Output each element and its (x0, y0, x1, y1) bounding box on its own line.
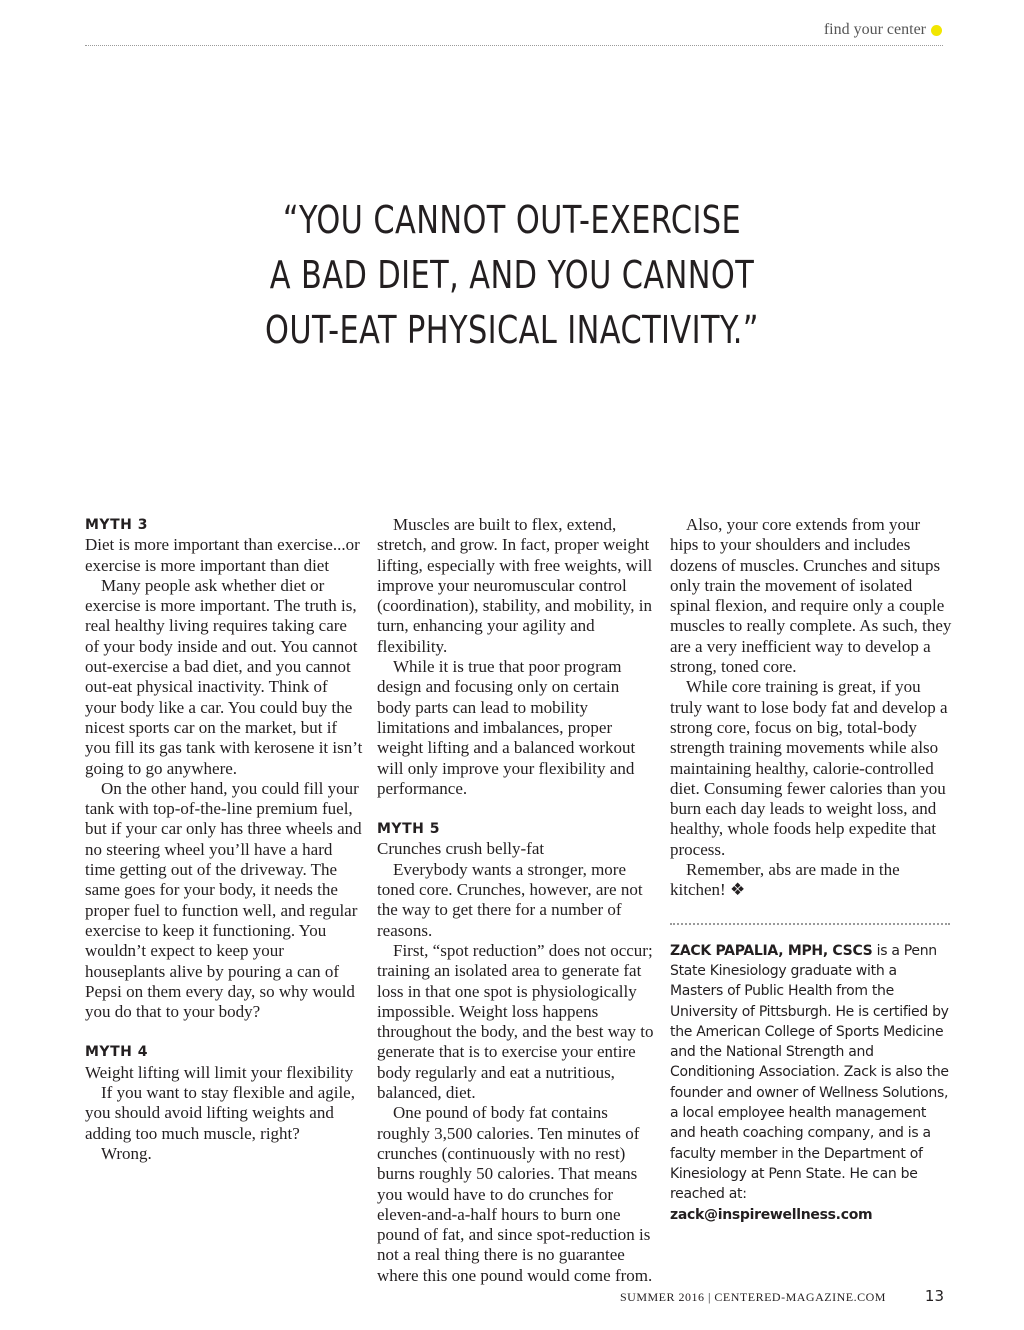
body-paragraph: One pound of body fat contains roughly 3,500 calories. Ten minutes of crunches (continuously with no rest) burns roughly 50 calories. That means you would have to do crunches for eleven-and-a-half hours to burn one pound of fat, and since spot-reduction is not a real thing there is no guarantee where this one pound would come from. (377, 1103, 653, 1285)
body-paragraph: Remember, abs are made in the kitchen! ❖ (670, 860, 900, 900)
body-paragraph: If you want to stay flexible and agile, you should avoid lifting weights and adding too much muscle, right? (85, 1083, 355, 1143)
author-bio-text: is a Penn State Kinesiology graduate with a Masters of Public Health from the University of Pittsburgh. He is certified by the American College of Sports Medicine and the National Strength and Conditioning Association. Zack is also the founder and owner of Wellness Solutions, a local employee health management and heath coaching company, and is a faculty member in the Department of Kinesiology at Penn State. He can be reached at: (670, 942, 949, 1203)
bio-divider (670, 923, 950, 925)
body-paragraph: Everybody wants a stronger, more toned core. Crunches, however, are not the way to get there for a number of reasons. (377, 859, 643, 940)
pull-quote (102, 193, 921, 358)
yellow-dot-icon (931, 25, 942, 36)
myth-5-claim: Crunches crush belly-fat (377, 839, 545, 859)
body-paragraph: On the other hand, you could fill your tank with top-of-the-line premium fuel, but if your car only has three wheels and no steering wheel you’ll have a hard time getting out of the driveway. The same goes for your body, it needs the proper fuel to function well, and regular exercise to keep it functioning. You wouldn’t expect to keep your houseplants alive by pouring a can of Pepsi on them every day, so why would you do that to your body? (85, 778, 362, 1022)
body-paragraph: While it is true that poor program design and focusing only on certain body parts can lead to mobility limitations and imbalances, proper weight lifting and a balanced workout will only improve your flexibility and performance. (377, 657, 636, 798)
section-tag-label: find your center (823, 21, 926, 38)
section-tag (824, 21, 942, 39)
body-paragraph: Also, your core extends from your hips to your shoulders and includes dozens of muscles. Crunches and situps only train the movement of isolated spinal flexion, and require only a couple muscles to really complete. As such, they are a very inefficient way to develop a strong, toned core. (670, 515, 952, 677)
body-paragraph: Wrong. (101, 1143, 152, 1163)
body-paragraph: Muscles are built to flex, extend, stretch, and grow. In fact, proper weight lifting, especially with free weights, will improve your neuromuscular control (coordination), stability, and mobility, in turn, enhancing your agility and flexibility. (377, 515, 653, 656)
author-email: zack@inspirewellness.com (670, 1206, 873, 1223)
pull-quote-line: OUT-EAT PHYSICAL INACTIVITY.” (265, 308, 759, 352)
pull-quote-line: A BAD DIET, AND YOU CANNOT (269, 253, 755, 297)
article-column-2 (377, 515, 655, 1286)
myth-4-claim: Weight lifting will limit your flexibility (85, 1062, 354, 1082)
myth-3-heading: MYTH 3 (85, 517, 148, 533)
article-column-1 (85, 515, 363, 1164)
author-name: ZACK PAPALIA, MPH, CSCS (670, 942, 873, 959)
pull-quote-line: “YOU CANNOT OUT-EXERCISE (282, 198, 742, 242)
myth-5-heading: MYTH 5 (377, 821, 440, 838)
header-divider (85, 45, 943, 46)
issue-line: SUMMER 2016 | CENTERED-MAGAZINE.COM (620, 1290, 886, 1304)
body-paragraph: First, “spot reduction” does not occur; training an isolated area to generate fat loss in that one spot is physiologically impossible. Weight loss happens throughout the body, and the best way to generate that is to exercise your entire body regularly and eat a nutritious, balanced, diet. (377, 940, 654, 1103)
myth-3-claim: Diet is more important than exercise...or exercise is more important than diet (85, 535, 360, 575)
page-footer (620, 1287, 944, 1305)
page-number: 13 (924, 1287, 944, 1305)
author-bio (670, 941, 952, 1225)
article-column-3 (670, 515, 952, 1225)
myth-4-heading: MYTH 4 (85, 1044, 148, 1061)
body-paragraph: Many people ask whether diet or exercise is more important. The truth is, real healthy living requires taking care of your body inside and out. You cannot out-exercise a bad diet, and you cannot out-eat physical inactivity. Think of your body like a car. You could buy the nicest sports car on the market, but if you fill its gas tank with kerosene it isn’t going to go anywhere. (85, 575, 363, 778)
body-paragraph: While core training is great, if you truly want to lose body fat and develop a strong core, focus on big, total-body strength training movements while also maintaining healthy, calorie-controlled diet. Consuming fewer calories than you burn each day leads to weight loss, and healthy, whole foods help expedite that process. (670, 677, 948, 859)
